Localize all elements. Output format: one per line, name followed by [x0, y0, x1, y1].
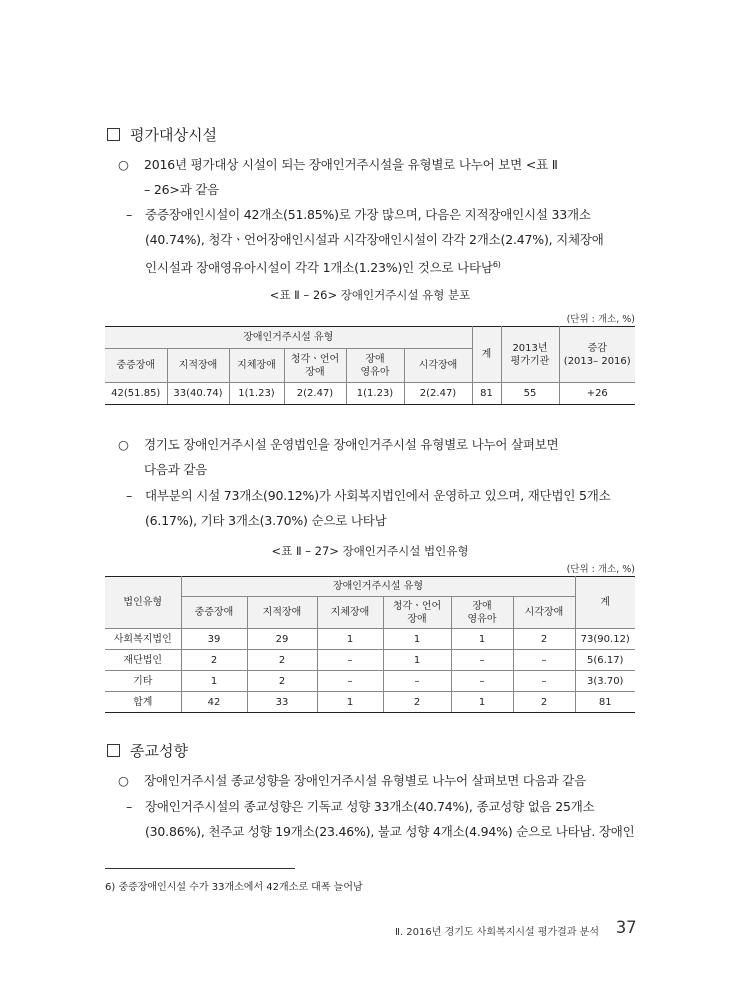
square-bullet-icon [107, 744, 120, 757]
table-row [105, 692, 635, 713]
row-label: 사회복지법인 [105, 629, 181, 650]
text-line: 장애인거주시설 종교성향을 장애인거주시설 유형별로 나누어 살펴보면 다음과 같음 [144, 773, 587, 788]
paragraph-circle-1 [118, 152, 638, 202]
row-label: 기타 [105, 671, 181, 692]
table1-unit: (단위 : 개소, %) [566, 314, 635, 325]
table-cell: 42 [181, 692, 247, 713]
table-cell: 73(90.12) [575, 629, 635, 650]
paragraph-circle-2 [118, 432, 638, 482]
footnote: 6) 중증장애인시설 수가 33개소에서 42개소로 대폭 늘어남 [105, 882, 363, 893]
table1-total-header: 계 [472, 327, 501, 383]
text-line: 대부분의 시설 73개소(90.12%)가 사회복지법인에서 운영하고 있으며, 재단법인 5개소 [145, 488, 611, 503]
table-row [105, 671, 635, 692]
table1-group-header: 장애인거주시설 유형 [105, 327, 472, 349]
table1-caption: <표 Ⅱ – 26> 장애인거주시설 유형 분포 [269, 288, 471, 302]
table-cell: 42(51.85) [105, 383, 167, 405]
table-cell: 39 [181, 629, 247, 650]
table-cell: 3(3.70) [575, 671, 635, 692]
text-line: 경기도 장애인거주시설 운영법인을 장애인거주시설 유형별로 나누어 살펴보면 [144, 437, 559, 452]
table-cell: 1 [383, 629, 451, 650]
table2-header-cell: 장애 영유아 [451, 597, 513, 629]
circle-bullet-icon: ○ [118, 157, 129, 172]
table-cell: – [513, 650, 575, 671]
table1-header-cell: 중증장애 [105, 349, 167, 383]
section-heading-religion [107, 740, 188, 761]
table-cell: 81 [575, 692, 635, 713]
table-cell: – [451, 671, 513, 692]
paragraph-dash-1 [126, 202, 638, 280]
table-cell: 33(40.74) [167, 383, 229, 405]
table-cell: 33 [247, 692, 317, 713]
table2-header-cell: 지적장애 [247, 597, 317, 629]
table-cell: 2 [181, 650, 247, 671]
table2-header-cell: 청각ㆍ언어 장애 [383, 597, 451, 629]
table-cell: 2 [513, 629, 575, 650]
footnote-divider [105, 868, 295, 869]
paragraph-circle-3 [118, 768, 638, 793]
table-cell: 1 [451, 629, 513, 650]
footnote-ref: 6) [492, 260, 501, 269]
table1-header-cell: 지체장애 [229, 349, 284, 383]
table-cell: 1(1.23) [229, 383, 284, 405]
section-title: 평가대상시설 [130, 126, 217, 144]
dash-bullet-icon: – [126, 488, 133, 503]
table-row [105, 629, 635, 650]
text-line: 중증장애인시설이 42개소(51.85%)로 가장 많으며, 다음은 지적장애인시설 33개소 [145, 207, 591, 222]
table-row [105, 383, 635, 405]
table-cell: 81 [472, 383, 501, 405]
running-footer: Ⅱ. 2016년 경기도 사회복지시설 평가결과 분석 [395, 927, 600, 938]
table1-header-cell: 청각ㆍ언어 장애 [284, 349, 346, 383]
table-cell: – [513, 671, 575, 692]
table-cell: – [317, 650, 383, 671]
table-cell: 1 [181, 671, 247, 692]
text-line: (6.17%), 기타 3개소(3.70%) 순으로 나타남 [145, 513, 387, 528]
table-cell: 1 [317, 692, 383, 713]
table2-header-cell: 시각장애 [513, 597, 575, 629]
table-cell: 2 [513, 692, 575, 713]
table1-year-header: 2013년 평가기관 [501, 327, 559, 383]
paragraph-dash-3 [126, 794, 638, 844]
square-bullet-icon [107, 128, 120, 141]
table-cell: – [451, 650, 513, 671]
paragraph-dash-2 [126, 483, 638, 533]
table-cell: 2 [247, 671, 317, 692]
table1-change-header: 증감 (2013– 2016) [559, 327, 635, 383]
table2-row-header: 법인유형 [105, 577, 181, 629]
table-cell: 5(6.17) [575, 650, 635, 671]
table-cell: 55 [501, 383, 559, 405]
dash-bullet-icon: – [126, 207, 133, 222]
table2-unit: (단위 : 개소, %) [566, 564, 635, 575]
table-cell: 2(2.47) [404, 383, 472, 405]
table-cell: 1 [317, 629, 383, 650]
section-title: 종교성향 [130, 742, 188, 760]
table-cell: 29 [247, 629, 317, 650]
text-line: (40.74%), 청각ㆍ언어장애인시설과 시각장애인시설이 각각 2개소(2.47%), 지체장애 [145, 232, 604, 247]
dash-bullet-icon: – [126, 799, 133, 814]
table-cell: 2 [247, 650, 317, 671]
text-line: 2016년 평가대상 시설이 되는 장애인거주시설을 유형별로 나누어 보면 <표 Ⅱ [144, 157, 558, 172]
table2-header-cell: 지체장애 [317, 597, 383, 629]
table-cell: 2(2.47) [284, 383, 346, 405]
circle-bullet-icon: ○ [118, 437, 129, 452]
row-label: 재단법인 [105, 650, 181, 671]
circle-bullet-icon: ○ [118, 773, 129, 788]
table-cell: +26 [559, 383, 635, 405]
text-line-content: 인시설과 장애영유아시설이 각각 1개소(1.23%)인 것으로 나타남 [145, 260, 493, 276]
table1-header-cell: 시각장애 [404, 349, 472, 383]
table2-caption: <표 Ⅱ – 27> 장애인거주시설 법인유형 [271, 544, 469, 558]
table1 [105, 326, 635, 405]
text-line: (30.86%), 천주교 성향 19개소(23.46%), 불교 성향 4개소(4.94%) 순으로 나타남. 장애인 [145, 824, 635, 839]
section-heading-evaluation-targets [107, 124, 217, 145]
table-cell: 1(1.23) [346, 383, 404, 405]
table-row [105, 650, 635, 671]
table-cell: – [383, 671, 451, 692]
table1-header-cell: 장애 영유아 [346, 349, 404, 383]
text-line [145, 252, 638, 280]
table-cell: 2 [383, 692, 451, 713]
table2-group-header: 장애인거주시설 유형 [181, 577, 575, 597]
text-line: 장애인거주시설의 종교성향은 기독교 성향 33개소(40.74%), 종교성향 없음 25개소 [145, 799, 595, 814]
row-label: 합계 [105, 692, 181, 713]
table-cell: – [317, 671, 383, 692]
text-line: 다음과 같음 [144, 462, 208, 477]
table-cell: 1 [451, 692, 513, 713]
table2 [105, 576, 635, 713]
page-number: 37 [616, 918, 637, 938]
text-line: – 26>과 같음 [144, 182, 220, 197]
table2-header-cell: 중증장애 [181, 597, 247, 629]
table-cell: 1 [383, 650, 451, 671]
table2-total-header: 계 [575, 577, 635, 629]
table1-header-cell: 지적장애 [167, 349, 229, 383]
